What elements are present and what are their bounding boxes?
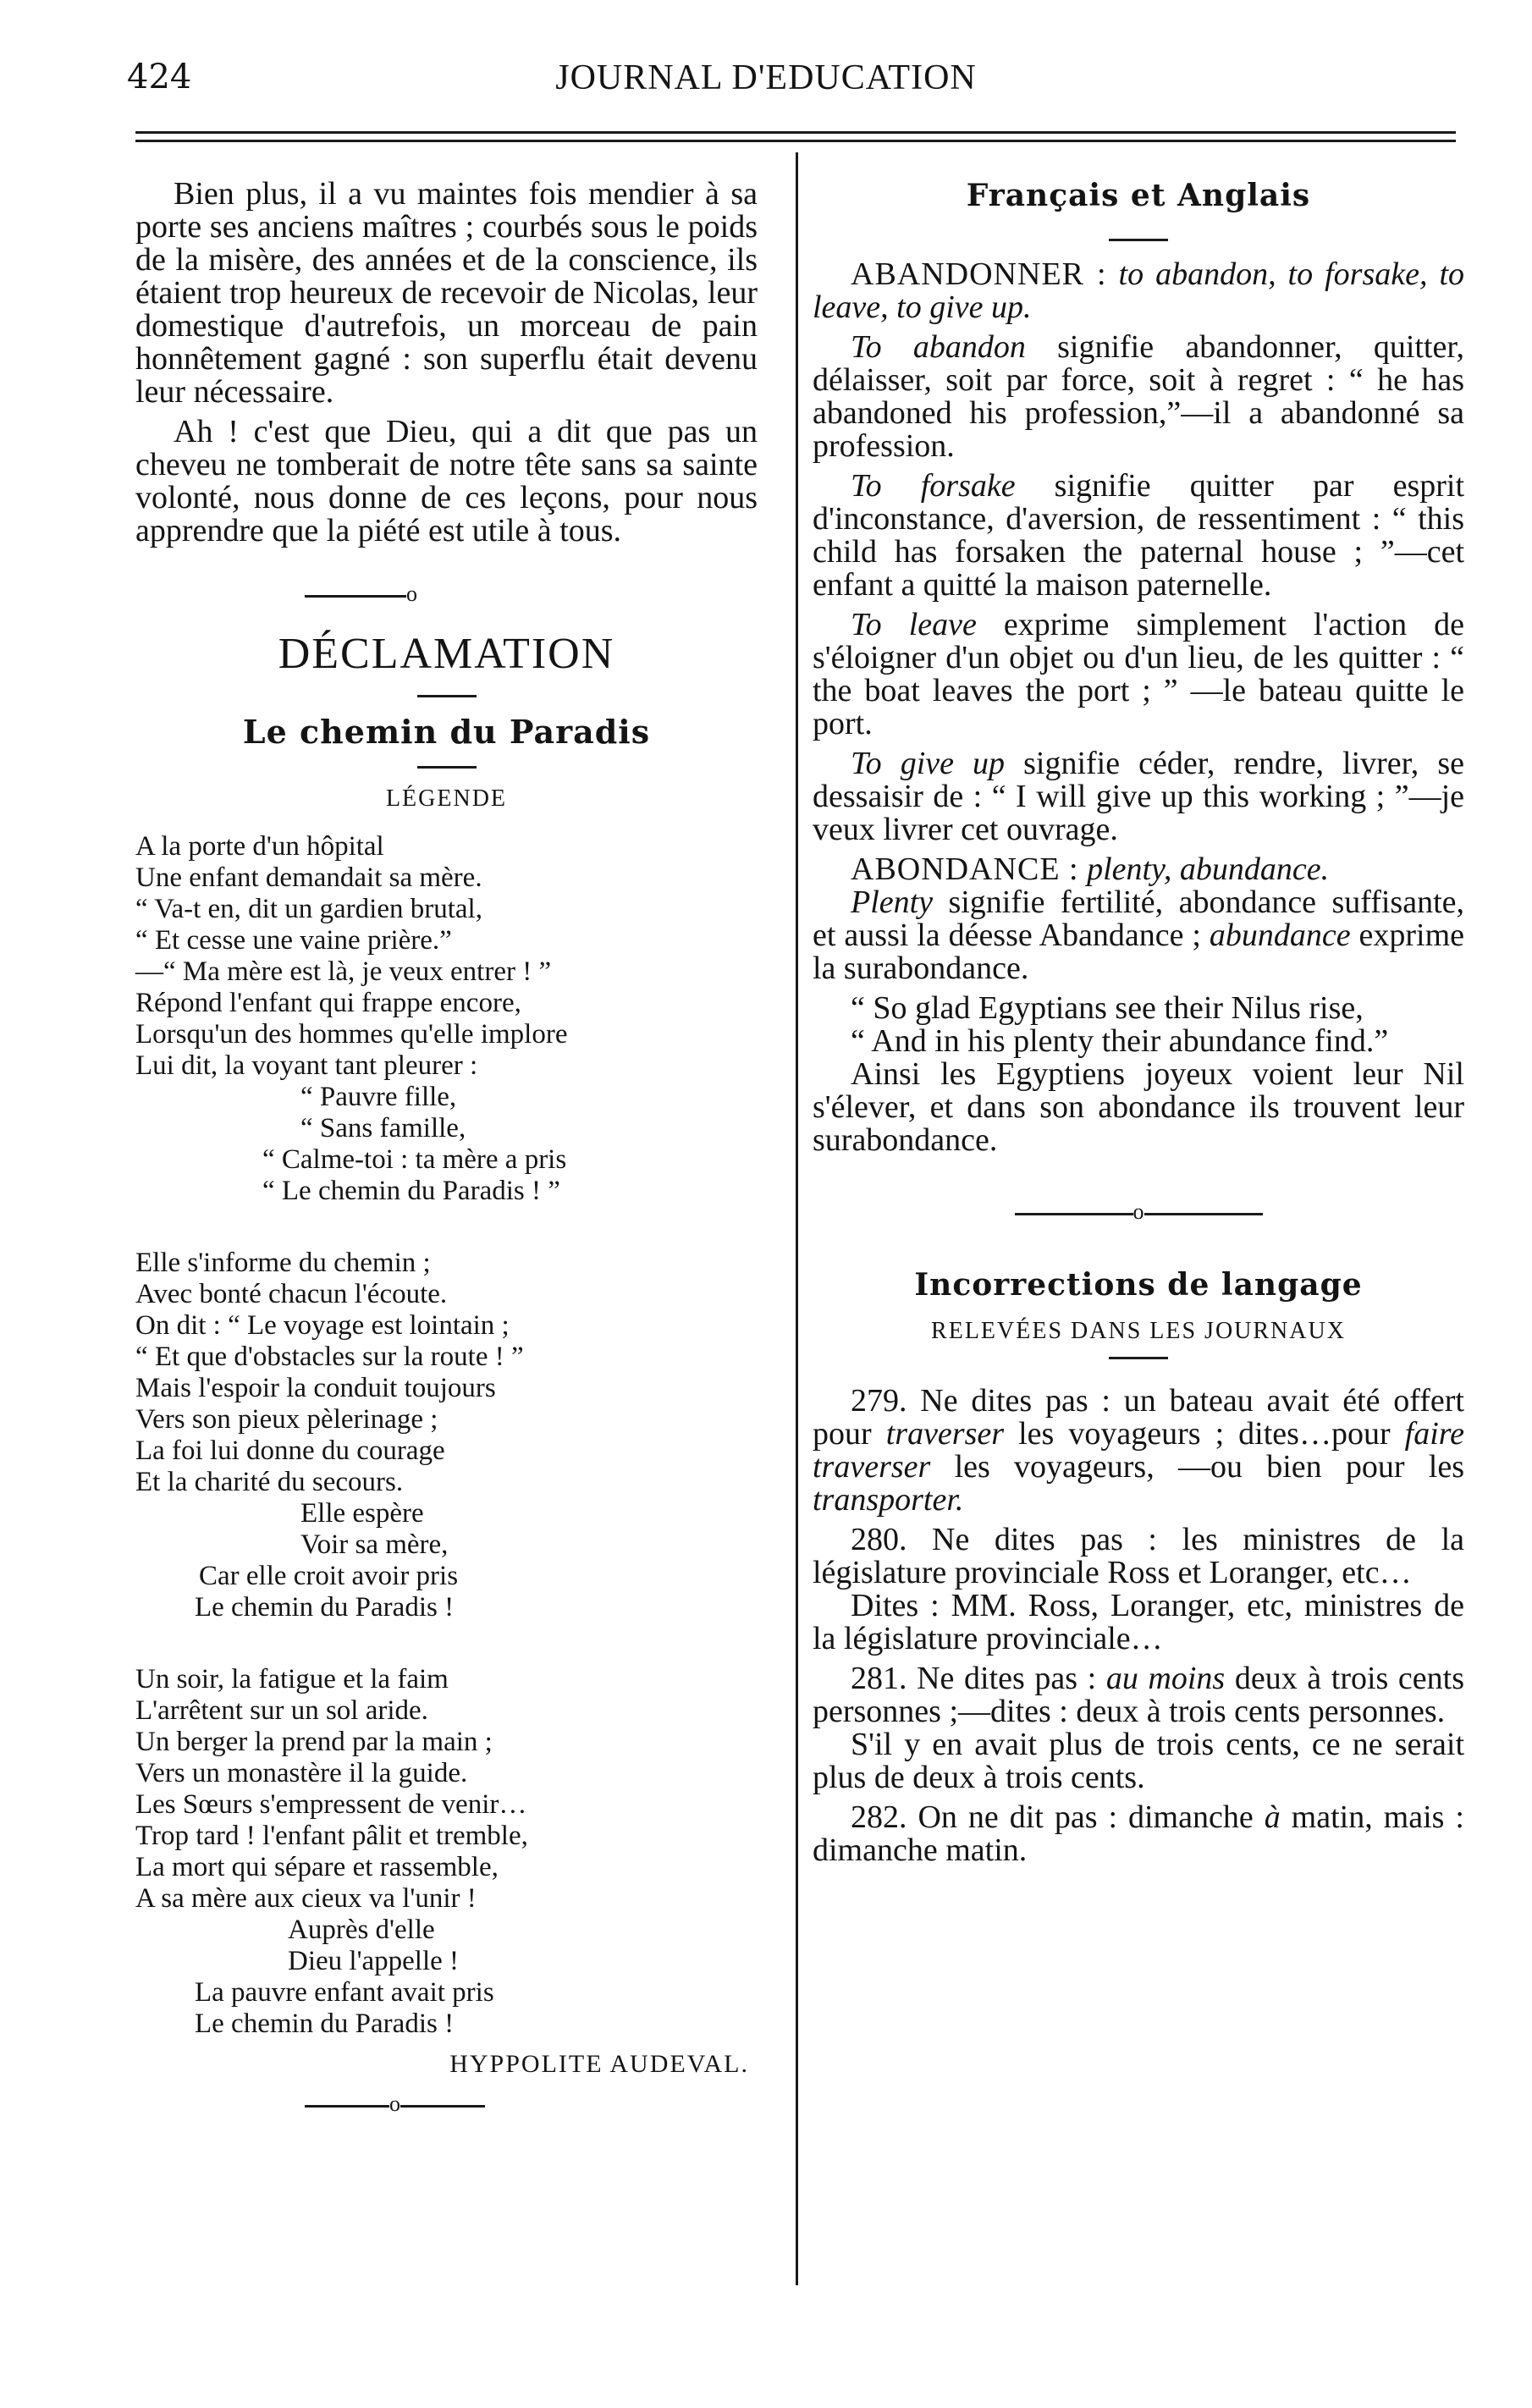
verse-line: La foi lui donne du courage	[135, 1435, 445, 1466]
item-term: à	[1264, 1799, 1281, 1835]
item-text: 279. Ne dites pas : un bateau avait été offert pour	[813, 1383, 1464, 1452]
item-280: 280. Ne dites pas : les ministres de la législature provinciale Ross et Loranger, etc…	[813, 1522, 1464, 1590]
verse-line: Lui dit, la voyant tant pleurer :	[135, 1050, 478, 1081]
verse-line: Lorsqu'un des hommes qu'elle implore	[135, 1019, 568, 1050]
entry-definition: plenty, abundance.	[1087, 851, 1330, 887]
item-text: les voyageurs ; dites…pour	[1004, 1416, 1405, 1452]
verse-line: Mais l'espoir la conduit toujours	[135, 1373, 496, 1403]
verse-line: “ Le chemin du Paradis ! ”	[262, 1176, 560, 1206]
item-text: deux à trois cents personnes ;—dites : deux à trois cents personnes.	[813, 1661, 1464, 1729]
page-number: 424	[127, 58, 192, 96]
poem-signature: HYPPOLITE AUDEVAL.	[449, 2050, 749, 2078]
separator-line	[305, 595, 406, 598]
verse-line: Car elle croit avoir pris	[199, 1561, 459, 1591]
quote-translation: Ainsi les Egyptiens joyeux voient leur Nil s'élever, et dans son abondance ils trouvent leur surabondance.	[813, 1056, 1464, 1158]
entry-abondance	[813, 853, 1464, 886]
stanza-1	[135, 831, 758, 1207]
term-explanation: exprime simplement l'action de s'éloigner d'un objet ou d'un lieu, de les quitter : “ the boat leaves the port ; ” —le bateau quitte le port.	[813, 607, 1464, 741]
section-title: DÉCLAMATION	[278, 630, 615, 678]
item-term: faire traverser	[813, 1416, 1465, 1485]
separator-mark: o	[389, 2091, 400, 2116]
item-282	[813, 1801, 1464, 1867]
poem-title: Le chemin du Paradis	[242, 713, 651, 751]
left-column	[135, 178, 758, 2117]
verse-line: Avec bonté chacun l'écoute.	[135, 1279, 448, 1309]
verse-line: Auprès d'elle	[288, 1915, 435, 1945]
item-text: 281. Ne dites pas :	[851, 1661, 1106, 1696]
section-title-incorrections: Incorrections de langage	[914, 1267, 1363, 1303]
item-term: transporter.	[813, 1482, 964, 1518]
item-281-note: S'il y en avait plus de trois cents, ce ne serait plus de deux à trois cents.	[813, 1727, 1464, 1795]
verse-line: La mort qui sépare et rassemble,	[135, 1852, 499, 1882]
entry-head: ABANDONNER :	[851, 256, 1107, 292]
separator	[813, 1199, 1464, 1225]
header-rule-top	[135, 131, 1456, 134]
verse-line: A la porte d'un hôpital	[135, 831, 384, 862]
paragraph-to-give-up	[813, 747, 1464, 846]
column-divider	[796, 152, 798, 2285]
term-explanation: signifie fertilité, abondance suffisante, et aussi la déesse Abandance ;	[813, 884, 1464, 953]
paragraph-plenty	[813, 886, 1464, 985]
article-title: Français et Anglais	[966, 178, 1311, 213]
verse-line: Un berger la prend par la main ;	[135, 1727, 493, 1757]
item-term: traverser	[885, 1416, 1005, 1452]
verse-line: Trop tard ! l'enfant pâlit et tremble,	[135, 1821, 528, 1851]
section-rule	[1109, 1357, 1168, 1359]
term: abundance	[1209, 917, 1351, 953]
item-text: matin, mais : dimanche matin.	[813, 1799, 1464, 1868]
item-280-correction: Dites : MM. Ross, Loranger, etc, ministres de la législature provinciale…	[813, 1588, 1464, 1656]
paragraph-nicolas: Bien plus, il a vu maintes fois mendier à sa porte ses anciens maîtres ; courbés sous le poids de la misère, des années et de la conscience, ils étaient trop heureux de recevoir de Nicolas, leur domestique d'autrefois, un morceau de pain honnêtement gagné : son superflu était devenu leur nécessaire.	[135, 176, 758, 410]
verse-line: Elle s'informe du chemin ;	[135, 1248, 431, 1278]
term: To leave	[851, 607, 977, 642]
verse-line: Le chemin du Paradis !	[195, 1592, 455, 1623]
verse-line: —“ Ma mère est là, je veux entrer ! ”	[135, 956, 552, 987]
verse-line: “ Pauvre fille,	[300, 1082, 457, 1112]
paragraph-moral: Ah ! c'est que Dieu, qui a dit que pas un cheveu ne tomberait de notre tête sans sa sainte volonté, nous donne de ces leçons, pour nous apprendre que la piété est utile à tous.	[135, 414, 758, 548]
verse-line: “ Et que d'obstacles sur la route ! ”	[135, 1342, 524, 1372]
term-explanation: exprime la surabondance.	[813, 917, 1464, 986]
separator-line	[1144, 1213, 1263, 1215]
entry-abandonner	[813, 258, 1464, 324]
poem	[135, 831, 758, 2080]
item-text: 282. On ne dit pas : dimanche	[851, 1799, 1265, 1835]
item-text: les voyageurs, —ou bien pour les	[930, 1449, 1464, 1485]
item-281	[813, 1662, 1464, 1728]
term-explanation: signifie céder, rendre, livrer, se dessaisir de : “ I will give up this working ; ”—je veux livrer cet ouvrage.	[813, 746, 1464, 847]
term-explanation: signifie quitter par esprit d'inconstance, d'aversion, de ressentiment : “ this child has forsaken the paternal house ; ”—cet enfant a quitté la maison paternelle.	[813, 468, 1465, 603]
verse-line: La pauvre enfant avait pris	[195, 1977, 494, 2008]
verse-line: Le chemin du Paradis !	[195, 2009, 455, 2039]
entry-head: ABONDANCE :	[851, 851, 1079, 887]
separator-line	[305, 2105, 389, 2108]
verse-line: “ Va-t en, dit un gardien brutal,	[135, 894, 482, 924]
separator-end	[305, 2091, 758, 2117]
term: To forsake	[851, 468, 1016, 504]
item-279	[813, 1385, 1464, 1517]
verse-line: Un soir, la fatigue et la faim	[135, 1664, 449, 1694]
separator-line	[400, 2105, 485, 2108]
title-rule	[417, 695, 477, 697]
verse-line: A sa mère aux cieux va l'unir !	[135, 1883, 477, 1914]
running-head: JOURNAL D'EDUCATION	[555, 58, 977, 97]
verse-line: “ Calme-toi : ta mère a pris	[262, 1144, 567, 1175]
verse-line: Répond l'enfant qui frappe encore,	[135, 988, 521, 1018]
verse-line: Vers son pieux pèlerinage ;	[135, 1404, 438, 1435]
verse-line: Les Sœurs s'empressent de venir…	[135, 1789, 527, 1820]
paragraph-to-leave	[813, 609, 1464, 741]
item-term: au moins	[1105, 1661, 1226, 1696]
section-subtitle-incorrections: RELEVÉES DANS LES JOURNAUX	[931, 1318, 1346, 1344]
verse-line: Voir sa mère,	[300, 1529, 449, 1560]
header-rule-bottom	[135, 140, 1456, 142]
paragraph-to-abandon	[813, 331, 1464, 463]
verse-line: “ Sans famille,	[300, 1113, 466, 1143]
separator-line	[1015, 1213, 1133, 1215]
verse-line: Vers un monastère il la guide.	[135, 1758, 468, 1788]
term: Plenty	[851, 884, 934, 920]
term: To abandon	[851, 329, 1026, 365]
term-explanation: signifie abandonner, quitter, délaisser, soit par force, soit à regret : “ he has abandoned his profession,”—il a abandonné sa profession.	[813, 329, 1464, 464]
poem-title-rule	[417, 766, 477, 769]
quote-line-1: “ So glad Egyptians see their Nilus rise,	[851, 990, 1364, 1026]
verse-line: Dieu l'appelle !	[288, 1946, 460, 1976]
verse-line: Une enfant demandait sa mère.	[135, 862, 482, 893]
separator	[305, 581, 758, 607]
entry-definition: to abandon, to forsake, to leave, to give up.	[813, 256, 1464, 325]
separator-mark: o	[406, 581, 417, 606]
right-column	[813, 178, 1464, 1867]
stanza-3	[135, 1664, 758, 2040]
article-title-rule	[1109, 239, 1168, 241]
verse-line: Et la charité du secours.	[135, 1467, 404, 1497]
verse-line: “ Et cesse une vaine prière.”	[135, 925, 452, 956]
quote-line-2: “ And in his plenty their abundance find.”	[851, 1023, 1389, 1059]
verse-line: L'arrêtent sur un sol aride.	[135, 1695, 428, 1726]
stanza-2	[135, 1248, 758, 1623]
paragraph-to-forsake	[813, 470, 1464, 602]
separator-mark: o	[1132, 1199, 1144, 1224]
verse-line: Elle espère	[300, 1498, 424, 1529]
verse-line: On dit : “ Le voyage est lointain ;	[135, 1310, 510, 1341]
term: To give up	[851, 746, 1006, 781]
poem-subtitle: LÉGENDE	[385, 785, 508, 812]
